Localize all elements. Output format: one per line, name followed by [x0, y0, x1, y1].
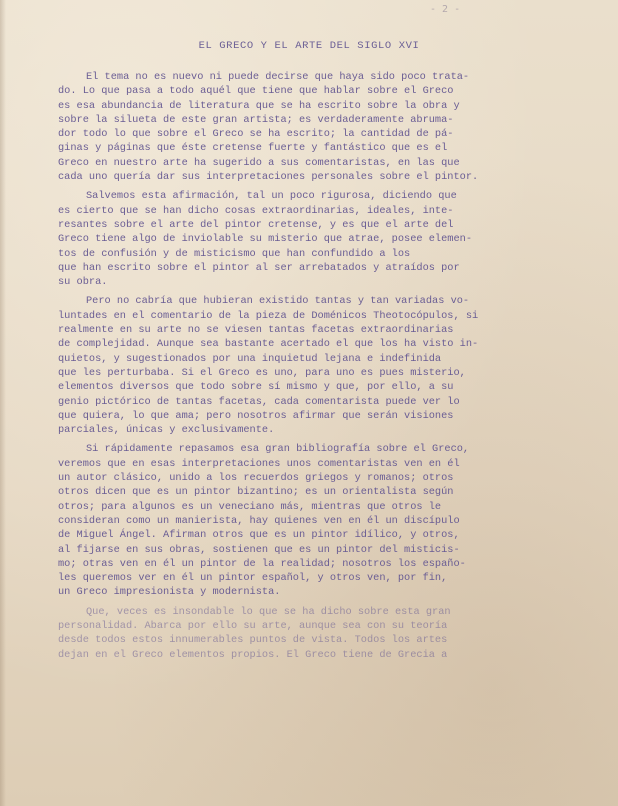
text-line: Greco tiene algo de inviolable su misterio que atrae, posee elemen- [58, 233, 473, 246]
text-line: otros; para algunos es un veneciano más, mientras que otros le [58, 500, 442, 513]
text-line: dejan en el Greco elementos propios. El Greco tiene de Grecia a [58, 648, 448, 661]
text-line: sobre la silueta de este gran artista; es verdaderamente abruma- [58, 113, 454, 126]
text-line: dor todo lo que sobre el Greco se ha escrito; la cantidad de pá- [58, 128, 454, 141]
text-line: que les perturbaba. Si el Greco es uno, para uno es pues misterio, [58, 366, 466, 379]
text-line: un autor clásico, unido a los recuerdos griegos y romanos; otros [58, 472, 454, 485]
text-line: veremos que en esas interpretaciones unos comentaristas ven en él [58, 457, 460, 470]
paragraph [58, 605, 580, 662]
text-line: tos de confusión y de misticismo que han confundido a los [58, 247, 411, 260]
text-line: Que, veces es insondable lo que se ha dicho sobre esta gran [86, 605, 451, 618]
text-line: al fijarse en sus obras, sostienen que es un pintor del misticis- [58, 543, 460, 556]
text-line: de complejidad. Aunque sea bastante acertado el que los ha visto in- [58, 338, 479, 351]
text-line: quietos, y sugestionados por una inquietud lejana e indefinida [58, 352, 442, 365]
paragraph [58, 189, 580, 289]
text-line: personalidad. Abarca por ello su arte, aunque sea con su teoría [58, 619, 448, 632]
text-line: que han escrito sobre el pintor al ser arrebatados y atraídos por [58, 261, 460, 274]
text-line: cada uno quería dar sus interpretaciones personales sobre el pintor. [58, 171, 479, 184]
document-body [58, 70, 580, 667]
text-line: ginas y páginas que éste cretense fuerte y fantástico que es el [58, 142, 448, 155]
document-title: EL GRECO Y EL ARTE DEL SIGLO XVI [198, 40, 420, 52]
text-line: elementos diversos que todo sobre sí mismo y que, por ello, a su [58, 381, 454, 394]
text-line: Salvemos esta afirmación, tal un poco rigurosa, diciendo que [86, 190, 457, 203]
text-line: es esa abundancia de literatura que se ha escrito sobre la obra y [58, 99, 460, 112]
text-line: consideran como un manierista, hay quienes ven en él un discípulo [58, 514, 460, 527]
text-line: es cierto que se han dicho cosas extraordinarias, ideales, inte- [58, 204, 454, 217]
page-number: - 2 - [430, 4, 461, 15]
text-line: otros dicen que es un pintor bizantino; es un orientalista según [58, 486, 454, 499]
text-line: les queremos ver en él un pintor español, y otros ven, por fin, [58, 572, 448, 585]
paragraph [58, 70, 580, 184]
text-line: Pero no cabría que hubieran existido tantas y tan variadas vo- [86, 295, 470, 308]
page-edge-shadow [0, 0, 6, 806]
text-line: de Miguel Ángel. Afirman otros que es un pintor idílico, y otros, [58, 529, 460, 542]
text-line: realmente en su arte no se viesen tantas facetas extraordinarias [58, 324, 454, 337]
text-line: genio pictórico de tantas facetas, cada comentarista puede ver lo [58, 395, 460, 408]
text-line: su obra. [58, 276, 108, 289]
text-line: Greco en nuestro arte ha sugerido a sus comentaristas, en las que [58, 156, 460, 169]
paragraph [58, 442, 580, 599]
text-line: desde todos estos innumerables puntos de vista. Todos los artes [58, 634, 448, 647]
text-line: resantes sobre el arte del pintor cretense, y es que el arte del [58, 218, 454, 231]
text-line: do. Lo que pasa a todo aquél que tiene que hablar sobre el Greco [58, 85, 454, 98]
text-line: El tema no es nuevo ni puede decirse que haya sido poco trata- [86, 71, 470, 83]
text-line: mo; otras ven en él un pintor de la realidad; nosotros los españo- [58, 557, 466, 570]
text-line: que quiera, lo que ama; pero nosotros afirmar que serán visiones [58, 409, 454, 422]
text-line: un Greco impresionista y modernista. [58, 586, 281, 599]
text-line: luntades en el comentario de la pieza de Doménicos Theotocópulos, si [58, 309, 479, 322]
paragraph [58, 294, 580, 437]
text-line: parciales, únicas y exclusivamente. [58, 424, 275, 437]
text-line: Si rápidamente repasamos esa gran bibliografía sobre el Greco, [86, 443, 470, 456]
